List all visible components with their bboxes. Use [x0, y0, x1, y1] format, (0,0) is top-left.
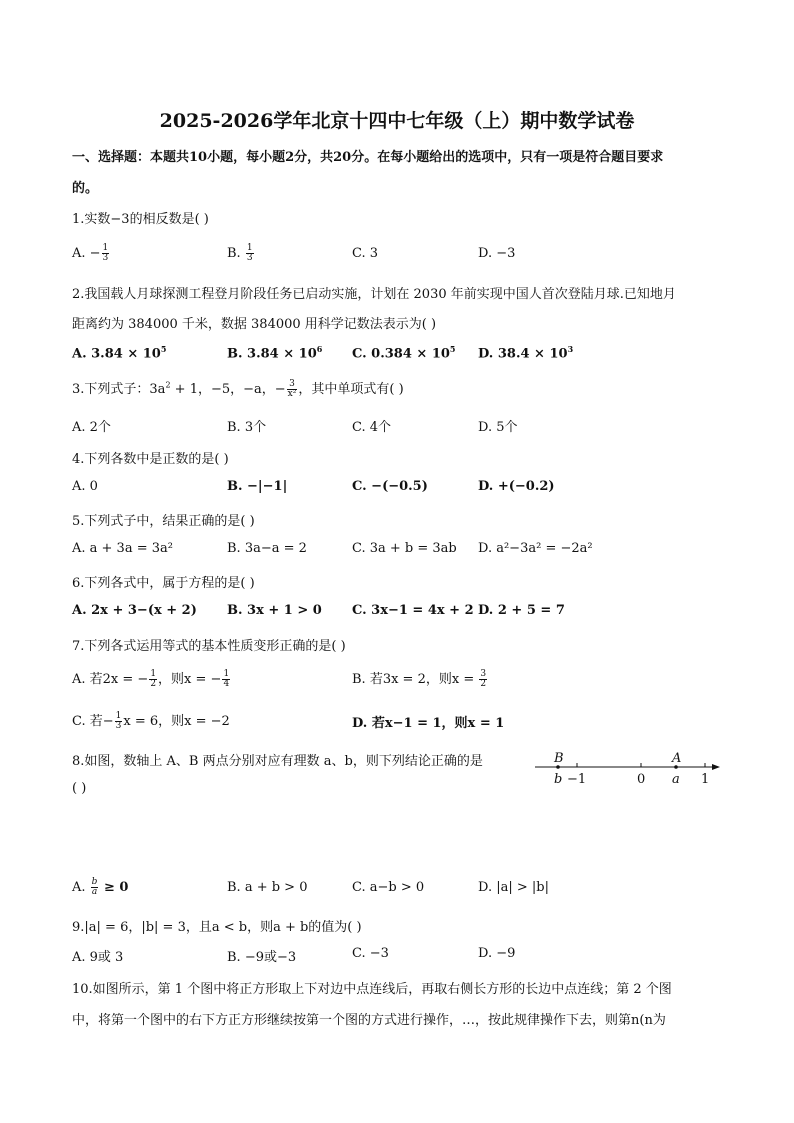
q6-stem: 6.下列各式中，属于方程的是( )	[72, 576, 255, 591]
label-A: A	[672, 751, 682, 766]
q8-option-d: D. |a| > |b|	[478, 880, 549, 895]
q9-option-c: C. −3	[352, 946, 389, 961]
q9-stem: 9.|a| = 6，|b| = 3，且a < b，则a + b的值为( )	[72, 920, 362, 935]
section-heading-line1: 一、选择题：本题共10小题，每小题2分，共20分。在每小题给出的选项中，只有一项是符合题目要求	[72, 150, 664, 165]
label-one: 1	[701, 772, 710, 787]
q9-option-b: B. −9或−3	[227, 950, 297, 965]
q3-option-d: D. 5个	[478, 420, 518, 435]
q7-option-b: B. 若3x = 2，则x = $\frac{3}{2}$	[352, 669, 487, 689]
label-zero: 0	[637, 772, 646, 787]
q2-stem-line1: 2.我国载人月球探测工程登月阶段任务已启动实施，计划在 2030 年前实现中国人首次登陆月球.已知地月	[72, 287, 676, 302]
q4-option-a: A. 0	[72, 479, 98, 494]
q1-stem: 1.实数−3的相反数是( )	[72, 212, 209, 227]
q4-option-b: B. −|−1|	[227, 479, 288, 494]
q1-option-c: C. 3	[352, 246, 379, 261]
q2-option-d: D. $38.4 \times 10^3$	[478, 344, 574, 362]
q2-stem-line2: 距离约为 384000 千米，数据 384000 用科学记数法表示为( )	[72, 317, 437, 332]
q9-option-d: D. −9	[478, 946, 516, 961]
q2-option-c: C. $0.384 \times 10^5$	[352, 344, 456, 362]
label-B: B	[554, 751, 564, 766]
label-b: b	[554, 772, 563, 787]
q4-option-d: D. +(−0.2)	[478, 479, 555, 494]
q2-option-a: A. $3.84 \times 10^5$	[72, 344, 167, 362]
q8-option-c: C. a−b > 0	[352, 880, 425, 895]
q3-option-a: A. 2个	[72, 420, 111, 435]
q6-option-d: D. 2 + 5 = 7	[478, 603, 565, 618]
q7-option-d: D. 若x−1 = 1，则x = 1	[352, 716, 505, 731]
q5-option-d: D. a²−3a² = −2a²	[478, 541, 593, 556]
q10-stem-line2: 中，将第一个图中的右下方正方形继续按第一个图的方式进行操作，…，按此规律操作下去，则第n(n为	[72, 1013, 666, 1028]
q4-option-c: C. −(−0.5)	[352, 479, 428, 494]
q7-stem: 7.下列各式运用等式的基本性质变形正确的是( )	[72, 639, 346, 654]
q8-stem-line1: 8.如图，数轴上 A、B 两点分别对应有理数 a、b，则下列结论正确的是	[72, 754, 483, 769]
q10-stem-line1: 10.如图所示，第 1 个图中将正方形取上下对边中点连线后，再取右侧长方形的长边中点连线；第 2 个图	[72, 982, 672, 997]
q7-option-c: C. 若− $\frac{1}{3}$ x = 6，则x = −2	[72, 711, 230, 731]
q9-option-a: A. 9或 3	[72, 950, 124, 965]
q5-stem: 5.下列式子中，结果正确的是( )	[72, 514, 255, 529]
q4-stem: 4.下列各数中是正数的是( )	[72, 452, 229, 467]
label-neg1: −1	[567, 772, 587, 787]
q1-option-d: D. −3	[478, 246, 516, 261]
q8-option-a: A. $\frac{b}{a}$ ≥ 0	[72, 877, 129, 897]
q6-option-a: A. 2x + 3−(x + 2)	[72, 603, 197, 618]
q5-option-a: A. a + 3a = 3a²	[72, 541, 173, 556]
q5-option-b: B. 3a−a = 2	[227, 541, 307, 556]
q1-option-b: B. $\frac{1}{3}$	[227, 243, 253, 263]
q2-option-b: B. $3.84 \times 10^6$	[227, 344, 323, 362]
q8-stem-line2: ( )	[72, 781, 87, 796]
label-a: a	[672, 772, 680, 787]
q3-stem: 3.下列式子：$3a^2 + 1$，−5，−a，− $\frac{3}{\text{x²}}$ ，其中单项式有( )	[72, 379, 404, 399]
page-title: 2025-2026学年北京十四中七年级（上）期中数学试卷	[159, 110, 635, 132]
q5-option-c: C. 3a + b = 3ab	[352, 541, 457, 556]
axis-arrow-icon	[712, 764, 720, 770]
q3-option-b: B. 3个	[227, 420, 267, 435]
q6-option-c: C. 3x−1 = 4x + 2	[352, 603, 474, 618]
section-heading-line2: 的。	[72, 181, 99, 196]
q3-option-c: C. 4个	[352, 420, 392, 435]
number-line-figure	[530, 745, 730, 790]
q1-option-a: A. − $\frac{1}{3}$	[72, 243, 109, 263]
q7-option-a: A. 若2x = − $\frac{1}{2}$ ，则x = − $\frac{1}{4}$	[72, 669, 230, 689]
q8-option-b: B. a + b > 0	[227, 880, 308, 895]
q6-option-b: B. 3x + 1 > 0	[227, 603, 322, 618]
